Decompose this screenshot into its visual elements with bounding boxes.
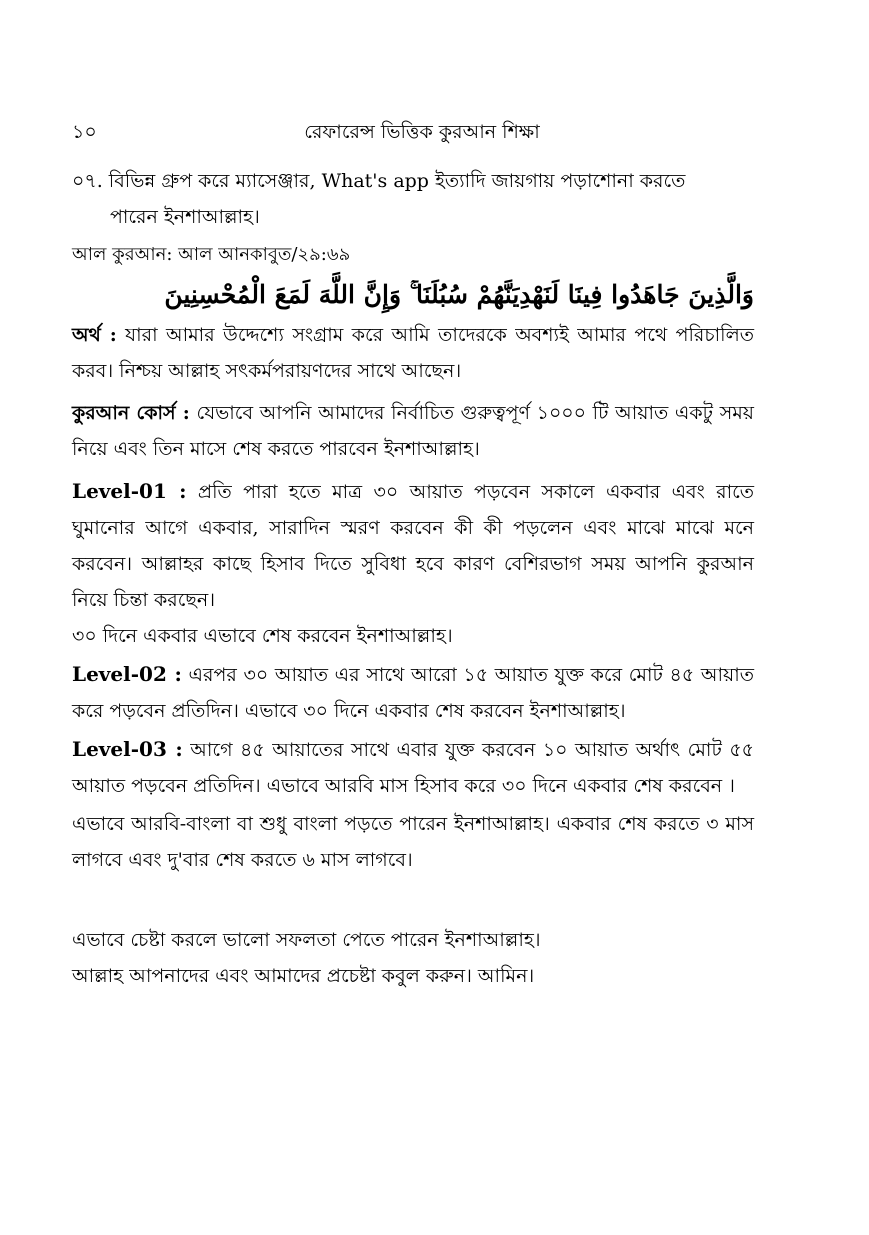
level-02-text: এরপর ৩০ আয়াত এর সাথে আরো ১৫ আয়াত যুক্ত করে মোট ৪৫ আয়াত করে পড়বেন প্রতিদিন। এভাবে ৩০ দিনে একবার শেষ করবেন ইনশাআল্লাহ। bbox=[72, 664, 754, 722]
level-03-text: আগে ৪৫ আয়াতের সাথে এবার যুক্ত করবেন ১০ আয়াত অর্থাৎ মোট ৫৫ আয়াত পড়বেন প্রতিদিন। এভাবে আরবি মাস হিসাব করে ৩০ দিনে একবার শেষ করবেন । bbox=[72, 739, 754, 797]
level-02-label: Level-02 : bbox=[72, 662, 182, 686]
item-07-line-1: ০৭. বিভিন্ন গ্রুপ করে ম্যাসেঞ্জার, What's app ইত্যাদি জায়গায় পড়াশোনা করতে bbox=[72, 170, 686, 192]
page-body bbox=[72, 163, 754, 994]
course-text: যেভাবে আপনি আমাদের নির্বাচিত গুরুত্বপূর্ণ ১০০০ টি আয়াত একটু সময় নিয়ে এবং তিন মাসে শেষ করতে পারবেন ইনশাআল্লাহ। bbox=[72, 402, 754, 460]
quran-reference: আল কুরআন: আল আনকাবুত/২৯:৬৯ bbox=[72, 244, 351, 265]
page-header bbox=[72, 118, 772, 142]
level-01-note: ৩০ দিনে একবার এভাবে শেষ করবেন ইনশাআল্লাহ। bbox=[72, 625, 453, 647]
level-03-label: Level-03 : bbox=[72, 737, 183, 761]
running-title: রেফারেন্স ভিত্তিক কুরআন শিক্ষা bbox=[304, 121, 540, 143]
level-01-paragraph bbox=[72, 473, 754, 618]
level-03-paragraph bbox=[72, 731, 754, 804]
course-label: কুরআন কোর্স : bbox=[72, 402, 190, 424]
item-07-line-2: পারেন ইনশাআল্লাহ। bbox=[110, 206, 260, 228]
closing-line-2: আল্লাহ আপনাদের এবং আমাদের প্রচেষ্টা কবুল করুন। আমিন। bbox=[72, 965, 535, 987]
meaning-text: যারা আমার উদ্দেশ্যে সংগ্রাম করে আমি তাদেরকে অবশ্যই আমার পথে পরিচালিত করব। নিশ্চয় আল্লাহ সৎকর্মপরায়ণদের সাথে আছেন। bbox=[72, 324, 754, 382]
summary-paragraph: এভাবে আরবি-বাংলা বা শুধু বাংলা পড়তে পারেন ইনশাআল্লাহ। একবার শেষ করতে ৩ মাস লাগবে এবং দু'বার শেষ করতে ৬ মাস লাগবে। bbox=[72, 813, 754, 871]
course-paragraph bbox=[72, 395, 754, 467]
meaning-paragraph bbox=[72, 317, 754, 389]
level-01-text: প্রতি পারা হতে মাত্র ৩০ আয়াত পড়বেন সকালে একবার এবং রাতে ঘুমানোর আগে একবার, সারাদিন স্মরণ করবেন কী কী পড়লেন এবং মাঝে মাঝে মনে করবেন। আল্লাহর কাছে হিসাব দিতে সুবিধা হবে কারণ বেশিরভাগ সময় আপনি কুরআন নিয়ে চিন্তা করছেন। bbox=[72, 481, 755, 611]
arabic-verse: وَالَّذِينَ جَاهَدُوا فِينَا لَنَهْدِيَنَّهُمْ سُبُلَنَا ۚ وَإِنَّ اللَّهَ لَمَعَ الْمُحْسِنِينَ bbox=[164, 280, 754, 309]
meaning-label: অর্থ : bbox=[72, 324, 117, 346]
level-01-label: Level-01 : bbox=[72, 479, 187, 503]
closing-line-1: এভাবে চেষ্টা করলে ভালো সফলতা পেতে পারেন ইনশাআল্লাহ। bbox=[72, 929, 541, 951]
level-02-paragraph bbox=[72, 656, 754, 729]
page-number: ১০ bbox=[72, 121, 97, 143]
